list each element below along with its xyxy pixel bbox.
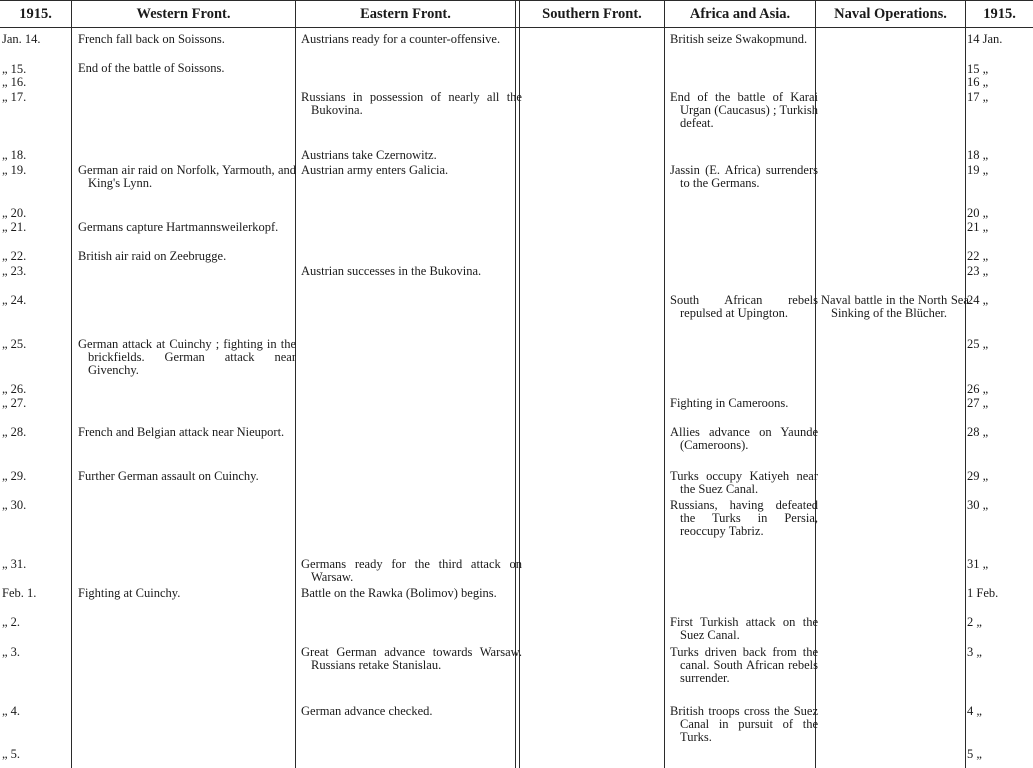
date-right: 15 „ bbox=[967, 62, 989, 76]
date-right: 5 „ bbox=[967, 747, 982, 761]
eastern-entry: Germans ready for the third attack on Warsaw. bbox=[301, 557, 522, 584]
date-right: 22 „ bbox=[967, 249, 989, 263]
date-left: „ 28. bbox=[2, 425, 27, 439]
africa-asia-entry: Turks driven back from the canal. South African rebels surrender. bbox=[670, 645, 818, 685]
date-left: „ 2. bbox=[2, 615, 21, 629]
column-divider bbox=[965, 0, 966, 768]
africa-asia-entry: First Turkish attack on the Suez Canal. bbox=[670, 615, 818, 642]
western-entry: French and Belgian attack near Nieuport. bbox=[78, 425, 285, 439]
western-entry: Further German assault on Cuinchy. bbox=[78, 469, 259, 483]
date-left: „ 4. bbox=[2, 704, 21, 718]
africa-asia-entry: Russians, having defeated the Turks in Persia, reoccupy Tabriz. bbox=[670, 498, 818, 538]
africa-asia-entry: Turks occupy Katiyeh near the Suez Canal. bbox=[670, 469, 818, 496]
africa-asia-entry: End of the battle of Karai Urgan (Caucasus) ; Turkish defeat. bbox=[670, 90, 818, 130]
eastern-entry: Austrian army enters Galicia. bbox=[301, 163, 449, 177]
header-western-front: Western Front. bbox=[136, 6, 231, 22]
date-right: 17 „ bbox=[967, 90, 989, 104]
date-left: „ 16. bbox=[2, 75, 27, 89]
date-right: 27 „ bbox=[967, 396, 989, 410]
column-divider bbox=[664, 0, 665, 768]
header-rule bbox=[0, 27, 1033, 28]
date-right: 25 „ bbox=[967, 337, 989, 351]
date-left: „ 3. bbox=[2, 645, 21, 659]
date-right: 23 „ bbox=[967, 264, 989, 278]
date-right: 24 „ bbox=[967, 293, 989, 307]
western-entry: End of the battle of Soissons. bbox=[78, 61, 225, 75]
header-year-right: 1915. bbox=[983, 6, 1016, 22]
column-divider bbox=[295, 0, 296, 768]
africa-asia-entry: British troops cross the Suez Canal in pursuit of the Turks. bbox=[670, 704, 818, 744]
header-year-left: 1915. bbox=[19, 6, 52, 22]
date-left: „ 25. bbox=[2, 337, 27, 351]
date-left: „ 22. bbox=[2, 249, 27, 263]
header-eastern-front: Eastern Front. bbox=[360, 6, 451, 22]
eastern-entry: German advance checked. bbox=[301, 704, 433, 718]
africa-asia-entry: Allies advance on Yaunde (Cameroons). bbox=[670, 425, 818, 452]
africa-asia-entry: British seize Swakopmund. bbox=[670, 32, 808, 46]
header-southern-front: Southern Front. bbox=[542, 6, 642, 22]
eastern-entry: Great German advance towards Warsaw. Russians retake Stanislau. bbox=[301, 645, 522, 672]
naval-entry: Naval battle in the North Sea. Sinking of the Blücher. bbox=[821, 293, 972, 320]
date-left: „ 5. bbox=[2, 747, 21, 761]
date-left: „ 21. bbox=[2, 220, 27, 234]
date-left: „ 18. bbox=[2, 148, 27, 162]
date-left: „ 23. bbox=[2, 264, 27, 278]
date-right: 2 „ bbox=[967, 615, 982, 629]
western-entry: German attack at Cuinchy ; fighting in the brickfields. German attack near Givenchy. bbox=[78, 337, 296, 377]
eastern-entry: Austrians take Czernowitz. bbox=[301, 148, 437, 162]
africa-asia-entry: Jassin (E. Africa) surrenders to the Germans. bbox=[670, 163, 818, 190]
eastern-entry: Battle on the Rawka (Bolimov) begins. bbox=[301, 586, 497, 600]
date-left: Feb. 1. bbox=[2, 586, 37, 600]
date-left: „ 30. bbox=[2, 498, 27, 512]
date-left: „ 29. bbox=[2, 469, 27, 483]
africa-asia-entry: South African rebels repulsed at Upington. bbox=[670, 293, 818, 320]
date-left: Jan. 14. bbox=[2, 32, 41, 46]
top-rule bbox=[0, 0, 1033, 1]
date-right: 29 „ bbox=[967, 469, 989, 483]
date-right: 1 Feb. bbox=[967, 586, 999, 600]
date-left: „ 15. bbox=[2, 62, 27, 76]
western-entry: British air raid on Zeebrugge. bbox=[78, 249, 227, 263]
date-right: 26 „ bbox=[967, 382, 989, 396]
header-africa-asia: Africa and Asia. bbox=[689, 6, 791, 22]
date-left: „ 27. bbox=[2, 396, 27, 410]
date-right: 28 „ bbox=[967, 425, 989, 439]
date-right: 30 „ bbox=[967, 498, 989, 512]
western-entry: German air raid on Norfolk, Yarmouth, and King's Lynn. bbox=[78, 163, 296, 190]
date-right: 19 „ bbox=[967, 163, 989, 177]
western-entry: Fighting at Cuinchy. bbox=[78, 586, 181, 600]
date-right: 3 „ bbox=[967, 645, 982, 659]
header-naval-operations: Naval Operations. bbox=[834, 6, 947, 22]
eastern-entry: Austrian successes in the Bukovina. bbox=[301, 264, 482, 278]
date-left: „ 19. bbox=[2, 163, 27, 177]
africa-asia-entry: Fighting in Cameroons. bbox=[670, 396, 789, 410]
date-left: „ 24. bbox=[2, 293, 27, 307]
western-entry: French fall back on Soissons. bbox=[78, 32, 225, 46]
eastern-entry: Russians in possession of nearly all the Bukovina. bbox=[301, 90, 522, 117]
date-right: 21 „ bbox=[967, 220, 989, 234]
date-right: 4 „ bbox=[967, 704, 982, 718]
date-right: 18 „ bbox=[967, 148, 989, 162]
date-right: 14 Jan. bbox=[967, 32, 1003, 46]
date-left: „ 17. bbox=[2, 90, 27, 104]
date-left: „ 26. bbox=[2, 382, 27, 396]
date-left: „ 31. bbox=[2, 557, 27, 571]
eastern-entry: Austrians ready for a counter-offensive. bbox=[301, 32, 501, 46]
date-right: 16 „ bbox=[967, 75, 989, 89]
date-right: 31 „ bbox=[967, 557, 989, 571]
date-right: 20 „ bbox=[967, 206, 989, 220]
date-left: „ 20. bbox=[2, 206, 27, 220]
column-divider bbox=[71, 0, 72, 768]
western-entry: Germans capture Hartmannsweilerkopf. bbox=[78, 220, 279, 234]
